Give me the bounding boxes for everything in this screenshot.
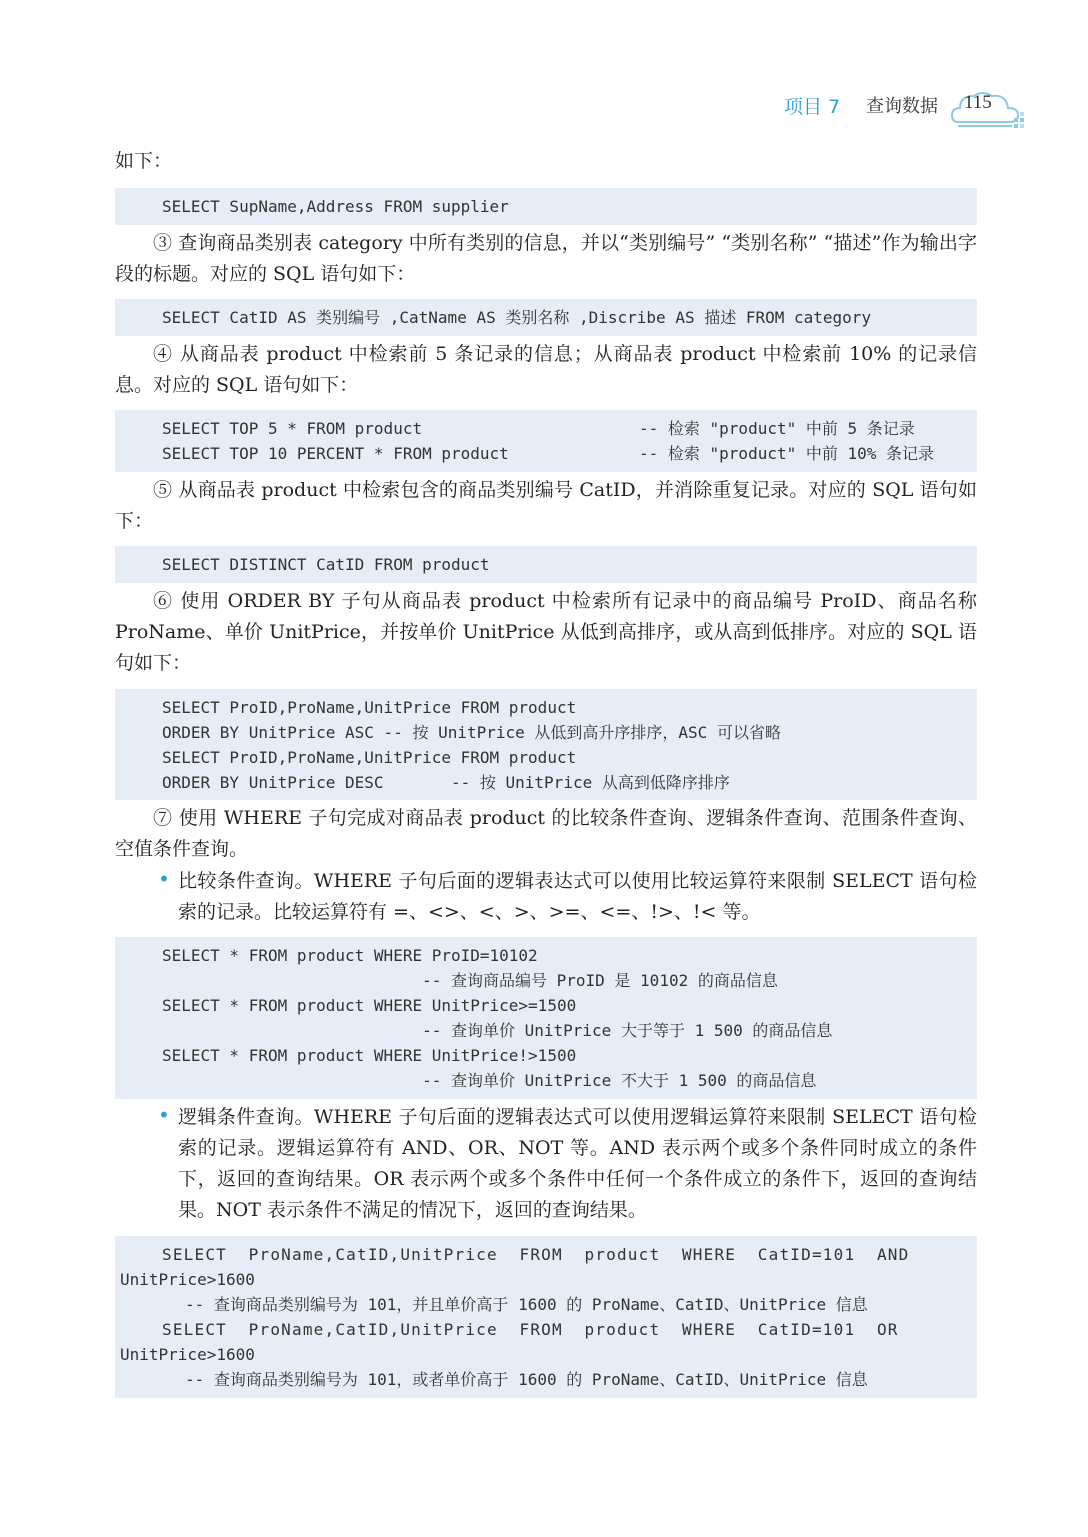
code-line: -- 查询商品类别编号为 101，并且单价高于 1600 的 ProName、CatID、UnitPrice 信息 (185, 1295, 868, 1314)
code-line: SELECT TOP 5 * FROM product (162, 419, 423, 438)
code-line: ORDER BY UnitPrice ASC -- 按 UnitPrice 从低到高升序排序，ASC 可以省略 (162, 723, 781, 742)
code-line: -- 查询单价 UnitPrice 大于等于 1 500 的商品信息 (162, 1021, 833, 1040)
intro-text: 如下： (115, 150, 173, 172)
code-comment: -- 检索 "product" 中前 10% 条记录 (639, 444, 935, 463)
code-line: SELECT ProName,CatID,UnitPrice FROM product WHERE CatID=101 AND (162, 1245, 910, 1264)
code-line: SELECT ProID,ProName,UnitPrice FROM product (162, 748, 577, 767)
code-block-supplier (115, 188, 977, 225)
code-line: SELECT TOP 10 PERCENT * FROM product (162, 444, 509, 463)
page-header (780, 88, 1030, 128)
code-line: -- 查询商品类别编号为 101，或者单价高于 1600 的 ProName、CatID、UnitPrice 信息 (185, 1370, 868, 1389)
code-block-category (115, 299, 977, 336)
bullet-icon: • (158, 867, 170, 891)
bullet-logical: 逻辑条件查询。WHERE 子句后面的逻辑表达式可以使用逻辑运算符来限制 SELECT 语句检索的记录。逻辑运算符有 AND、OR、NOT 等。AND 表示两个或多个条件同时成立的条件下，返回的查询结果。OR 表示两个或多个条件中任何一个条件成立的条件下，返回的查询结果。NOT 表示条件不满足的情况下，返回的查询结果。 (178, 1106, 977, 1221)
chapter-title: 查询数据 (866, 96, 938, 117)
item-6-text: ⑥ 使用 ORDER BY 子句从商品表 product 中检索所有记录中的商品编号 ProID、商品名称 ProName、单价 UnitPrice，并按单价 UnitPrice 从低到高排序，或从高到低排序。对应的 SQL 语句如下： (115, 590, 977, 674)
project-label: 项目 7 (784, 96, 841, 118)
code-comment: -- 检索 "product" 中前 5 条记录 (639, 419, 915, 438)
code-line: SELECT ProName,CatID,UnitPrice FROM product WHERE CatID=101 OR (162, 1320, 899, 1339)
code-block-comparison (115, 937, 977, 1099)
code-line: ORDER BY UnitPrice DESC -- 按 UnitPrice 从高到低降序排序 (162, 773, 730, 792)
code-block-distinct (115, 546, 977, 583)
code-line: SELECT * FROM product WHERE UnitPrice!>1500 (162, 1046, 577, 1065)
code-block-logical (115, 1236, 977, 1398)
code-line: SELECT DISTINCT CatID FROM product (162, 555, 490, 574)
code-line: SELECT ProID,ProName,UnitPrice FROM product (162, 698, 577, 717)
page-number: 115 (964, 92, 992, 113)
bullet-icon: • (158, 1103, 170, 1127)
code-line: UnitPrice>1600 (120, 1345, 255, 1364)
code-line: UnitPrice>1600 (120, 1270, 255, 1289)
code-line: SELECT SupName,Address FROM supplier (162, 197, 509, 216)
code-block-order-by (115, 689, 977, 800)
code-line: SELECT CatID AS 类别编号 ,CatName AS 类别名称 ,Discribe AS 描述 FROM category (162, 308, 872, 327)
item-7-text: ⑦ 使用 WHERE 子句完成对商品表 product 的比较条件查询、逻辑条件查询、范围条件查询、空值条件查询。 (115, 807, 977, 860)
bullet-comparison: 比较条件查询。WHERE 子句后面的逻辑表达式可以使用比较运算符来限制 SELECT 语句检索的记录。比较运算符有 =、<>、<、>、>=、<=、!>、!< 等。 (178, 870, 977, 923)
item-4-text: ④ 从商品表 product 中检索前 5 条记录的信息；从商品表 product 中检索前 10% 的记录信息。对应的 SQL 语句如下： (115, 343, 977, 396)
code-line: -- 查询商品编号 ProID 是 10102 的商品信息 (162, 971, 778, 990)
code-line: -- 查询单价 UnitPrice 不大于 1 500 的商品信息 (162, 1071, 817, 1090)
code-line: SELECT * FROM product WHERE UnitPrice>=1500 (162, 996, 577, 1015)
item-5-text: ⑤ 从商品表 product 中检索包含的商品类别编号 CatID，并消除重复记录。对应的 SQL 语句如下： (115, 479, 977, 532)
code-block-top (115, 410, 977, 472)
item-3-text: ③ 查询商品类别表 category 中所有类别的信息，并以“类别编号” “类别名称” “描述”作为输出字段的标题。对应的 SQL 语句如下： (115, 232, 977, 285)
code-line: SELECT * FROM product WHERE ProID=10102 (162, 946, 538, 965)
